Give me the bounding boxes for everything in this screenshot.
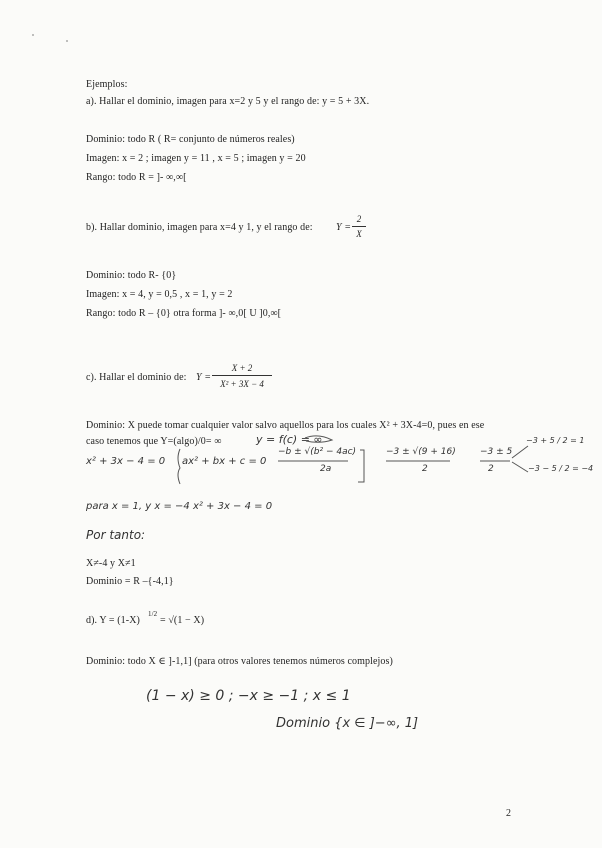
handwritten-root-1: −3 + 5 / 2 = 1 <box>526 436 585 445</box>
handwritten-condition: (1 − x) ≥ 0 ; −x ≥ −1 ; x ≤ 1 <box>146 688 351 704</box>
handwritten-por-tanto: Por tanto: <box>86 528 146 542</box>
handwritten-general-form: ax² + bx + c = 0 <box>182 456 267 467</box>
handwritten-y-infinity: y = f(c) = ∞ <box>256 433 323 446</box>
handwritten-substitution-denominator: 2 <box>422 464 428 474</box>
example-a-statement: a). Hallar el dominio, imagen para x=2 y 5 y el rango de: y = 5 + 3X. <box>86 96 370 107</box>
example-b-formula-numerator: 2 <box>356 214 362 224</box>
handwritten-domain-result: Dominio {x ∈ ]−∞, 1] <box>276 716 419 731</box>
section-heading: Ejemplos: <box>86 79 128 90</box>
example-b-formula-denominator: X <box>356 229 362 239</box>
example-d-exponent: 1/2 <box>148 610 158 618</box>
example-c-formula-denominator: X² + 3X − 4 <box>220 379 264 389</box>
handwritten-root-2: −3 − 5 / 2 = −4 <box>528 464 594 473</box>
example-c-domain-line2: caso tenemos que Y=(algo)/0= ∞ <box>86 436 222 447</box>
example-d-root-equation: = √(1 − X) <box>160 615 205 626</box>
example-c-formula-numerator: X + 2 <box>231 363 253 373</box>
example-b-domain: Dominio: todo R- {0} <box>86 270 177 281</box>
example-b-range: Rango: todo R – {0} otra forma ]- ∞,0[ U ]0,∞[ <box>86 308 282 319</box>
example-c-statement: c). Hallar el dominio de: <box>86 372 187 383</box>
example-d-statement: d). Y = (1-X) <box>86 615 140 626</box>
example-b-statement: b). Hallar dominio, imagen para x=4 y 1, y el rango de: <box>86 222 313 233</box>
example-c-formula-lhs: Y = <box>196 372 212 383</box>
example-b-formula-lhs: Y = <box>336 222 352 233</box>
page-number: 2 <box>506 808 511 819</box>
example-d-domain: Dominio: todo X ∈ ]-1,1] (para otros valores tenemos números complejos) <box>86 656 393 667</box>
handwritten-para: para x = 1, y x = −4 x² + 3x − 4 = 0 <box>86 501 273 512</box>
handwritten-substitution-numerator: −3 ± √(9 + 16) <box>386 447 456 457</box>
example-a-domain: Dominio: todo R ( R= conjunto de números reales) <box>86 134 295 145</box>
example-a-range: Rango: todo R = ]- ∞,∞[ <box>86 172 187 183</box>
example-c-domain-line1: Dominio: X puede tomar cualquier valor salvo aquellos para los cuales X² + 3X-4=0, pues en ese <box>86 420 485 431</box>
handwritten-equation: x² + 3x − 4 = 0 <box>86 456 166 467</box>
example-c-conditions: X≠-4 y X≠1 <box>86 558 136 569</box>
handwritten-quadratic-denominator: 2a <box>320 464 332 474</box>
handwritten-result-denominator: 2 <box>488 464 494 474</box>
handwritten-result-numerator: −3 ± 5 <box>480 447 513 457</box>
example-b-image: Imagen: x = 4, y = 0,5 , x = 1, y = 2 <box>86 289 233 300</box>
example-c-domain-result: Dominio = R –{-4,1} <box>86 576 174 587</box>
handwritten-quadratic-numerator: −b ± √(b² − 4ac) <box>278 447 357 457</box>
example-a-image: Imagen: x = 2 ; imagen y = 11 , x = 5 ; imagen y = 20 <box>86 153 306 164</box>
